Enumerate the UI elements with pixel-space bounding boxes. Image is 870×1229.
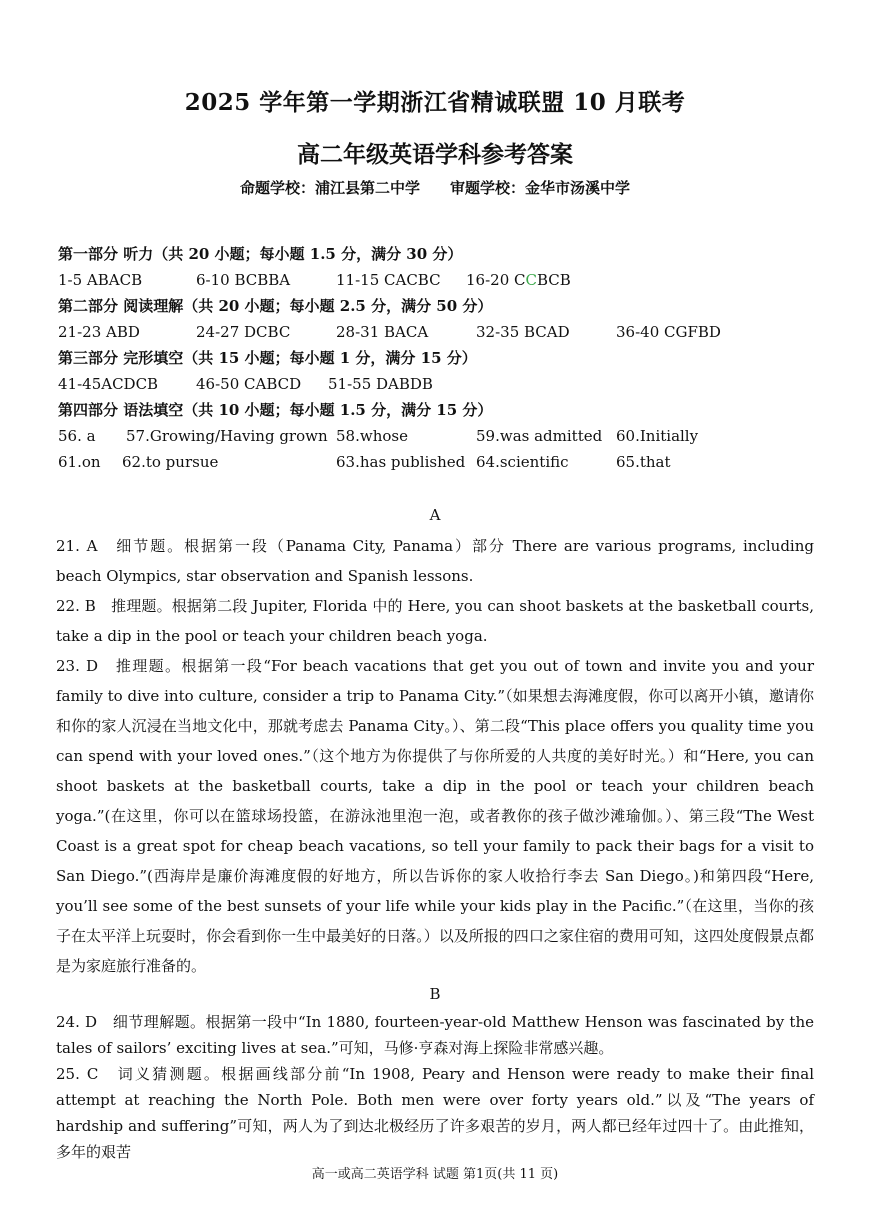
answer-item: 61.on	[58, 453, 101, 471]
answer-row	[58, 449, 828, 475]
passage-a-explanations	[56, 531, 814, 981]
section-reading	[58, 293, 828, 345]
answer-group: 36-40 CGFBD	[616, 323, 721, 341]
answer-item: 63.has published	[336, 453, 466, 471]
answer-item: 59.was admitted	[476, 427, 603, 445]
answer-row	[58, 371, 828, 397]
answer-group: 41-45ACDCB	[58, 375, 159, 393]
explanation-q25: 25. C 词义猜测题。根据画线部分前“In 1908, Peary and Henson were ready to make their final attempt at reaching the North Pole. Both men were over forty years old.”以及“The years of hardship and suffering”可知，两人为了到达北极经历了许多艰苦的岁月，两人都已经年过四十了。由此推知，多年的艰苦	[56, 1065, 814, 1161]
passage-a-label: A	[429, 506, 441, 524]
exam-title: 2025 学年第一学期浙江省精诚联盟 10 月联考	[184, 89, 686, 116]
section-listening	[58, 241, 828, 293]
explanation-q23: 23. D 推理题。根据第一段“For beach vacations that get you out of town and invite you and your family to dive into culture, consider a trip to Panama City.”（如果想去海滩度假，你可以离开小镇，邀请你和你的家人沉浸在当地文化中，那就考虑去 Panama City。）、第二段“This place offers you quality time you can spend with your loved ones.”（这个地方为你提供了与你所爱的人共度的美好时光。）和“Here, you can shoot baskets at the basketball courts, take a dip in the pool or teach your children beach yoga.”(在这里，你可以在篮球场投篮，在游泳池里泡一泡，或者教你的孩子做沙滩瑜伽。）、第三段“The West Coast is a great spot for cheap beach vacations, so tell your family to pack their bags for a visit to San Diego.”(西海岸是廉价海滩度假的好地方，所以告诉你的家人收拾行李去 San Diego。)和第四段“Here, you’ll see some of the best sunsets of your life while your kids play in the Pacific.”（在这里，当你的孩子在太平洋上玩耍时，你会看到你一生中最美好的日落。）以及所报的四口之家住宿的费用可知，这四处度假景点都是为家庭旅行准备的。	[56, 657, 814, 975]
section-heading: 第三部分 完形填空（共 15 小题；每小题 1 分，满分 15 分）	[58, 349, 477, 367]
answer-item: 58.whose	[336, 427, 408, 445]
answer-item: 60.Initially	[616, 427, 699, 445]
section-heading: 第二部分 阅读理解（共 20 小题；每小题 2.5 分，满分 50 分）	[58, 297, 493, 315]
proposer-school: 命题学校：浦江县第二中学	[239, 179, 420, 197]
answer-item: 57.Growing/Having grown	[126, 427, 328, 445]
answer-group: 1-5 ABACB	[58, 271, 143, 289]
section-heading: 第一部分 听力（共 20 小题；每小题 1.5 分，满分 30 分）	[58, 245, 463, 263]
highlighted-answer: C	[525, 271, 537, 289]
answer-group: 51-55 DABDB	[328, 375, 433, 393]
answer-group: 6-10 BCBBA	[196, 271, 291, 289]
answer-group-part: 16-20 C	[466, 271, 526, 289]
reviewer-school: 审题学校：金华市汤溪中学	[450, 179, 631, 197]
section-heading: 第四部分 语法填空（共 10 小题；每小题 1.5 分，满分 15 分）	[58, 401, 493, 419]
answer-group: 11-15 CACBC	[336, 271, 441, 289]
answer-item: 62.to pursue	[122, 453, 219, 471]
explanation-q22: 22. B 推理题。根据第二段 Jupiter, Florida 中的 Here, you can shoot baskets at the basketball courts, take a dip in the pool or teach your children beach yoga.	[56, 597, 814, 645]
answer-item: 56. a	[58, 427, 96, 445]
explanation-q21: 21. A 细节题。根据第一段（Panama City, Panama）部分 There are various programs, including beach Olympics, star observation and Spanish lessons.	[56, 537, 814, 585]
answer-group: 46-50 CABCD	[196, 375, 302, 393]
answer-item: 64.scientific	[476, 453, 569, 471]
answer-group: 24-27 DCBC	[196, 323, 291, 341]
answer-row	[58, 423, 828, 449]
answer-item: 65.that	[616, 453, 671, 471]
section-grammar	[58, 397, 828, 475]
answer-group-part: BCB	[536, 271, 571, 289]
answer-key-title: 高二年级英语学科参考答案	[297, 141, 573, 168]
section-cloze	[58, 345, 828, 397]
answer-group: 32-35 BCAD	[476, 323, 570, 341]
passage-b-label: B	[429, 985, 441, 1003]
explanation-q24: 24. D 细节理解题。根据第一段中“In 1880, fourteen-year-old Matthew Henson was fascinated by the tales of sailors’ exciting lives at sea.”可知，马修·亨森对海上探险非常感兴趣。	[56, 1013, 814, 1057]
answer-group: 28-31 BACA	[336, 323, 429, 341]
passage-b-explanations	[56, 1009, 814, 1165]
page-footer: 高一或高二英语学科 试题 第1页(共 11 页)	[311, 1167, 559, 1182]
answer-group	[466, 267, 571, 293]
answer-group: 21-23 ABD	[58, 323, 140, 341]
answer-row	[58, 319, 828, 345]
school-info	[0, 177, 870, 198]
answer-row	[58, 267, 828, 293]
